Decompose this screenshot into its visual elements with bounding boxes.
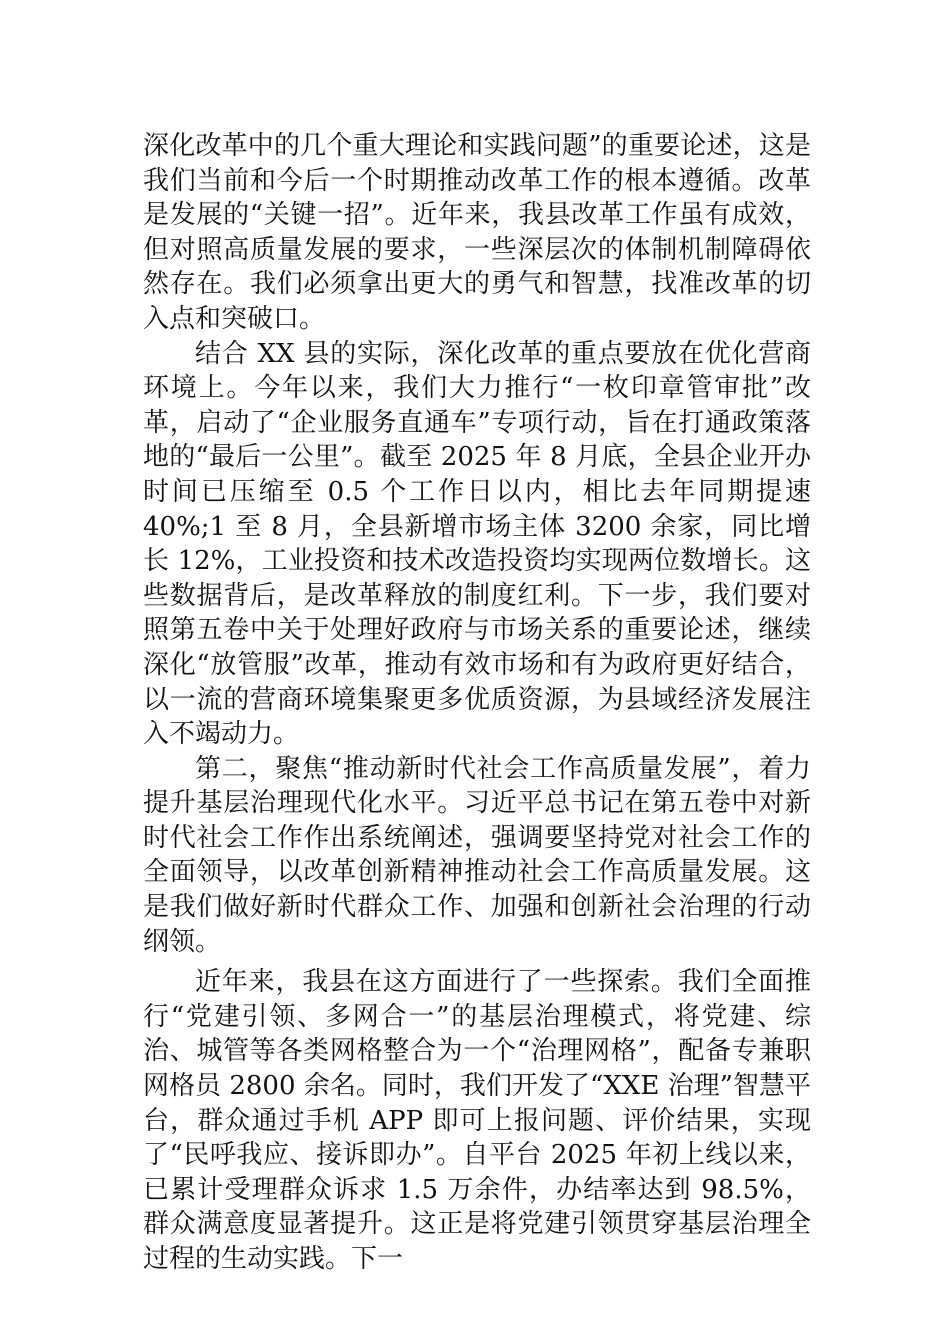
paragraph-grassroots-governance: 近年来，我县在这方面进行了一些探索。我们全面推行“党建引领、多网合一”的基层治理模式，将党建、综治、城管等各类网格整合为一个“治理网格”，配备专兼职网格员 2800 余名。同时，我们开发了“XXE 治理”智慧平台，群众通过手机 APP 即可上报问题、评价结果，实现了“民呼我应、接诉即办”。自平台 2025 年初上线以来，已累计受理群众诉求 1.5 万余件，办结率达到 98.5%，群众满意度显著提升。这正是将党建引领贯穿基层治理全过程的生动实践。下一 bbox=[143, 967, 811, 1274]
paragraph-reform-guidance: 深化改革中的几个重大理论和实践问题”的重要论述，这是我们当前和今后一个时期推动改革工作的根本遵循。改革是发展的“关键一招”。近年来，我县改革工作虽有成效，但对照高质量发展的要求，一些深层次的体制机制障碍依然存在。我们必须拿出更大的勇气和智慧，找准改革的切入点和突破口。 bbox=[143, 131, 811, 334]
paragraph-business-environment: 结合 XX 县的实际，深化改革的重点要放在优化营商环境上。今年以来，我们大力推行“一枚印章管审批”改革，启动了“企业服务直通车”专项行动，旨在打通政策落地的“最后一公里”。截至 2025 年 8 月底，全县企业开办时间已压缩至 0.5 个工作日以内，相比去年同期提速 40%;1 至 8 月，全县新增市场主体 3200 余家，同比增长 12%，工业投资和技术改造投资均实现两位数增长。这些数据背后，是改革释放的制度红利。下一步，我们要对照第五卷中关于处理好政府与市场关系的重要论述，继续深化“放管服”改革，推动有效市场和有为政府更好结合，以一流的营商环境集聚更多优质资源，为县域经济发展注入不竭动力。 bbox=[143, 338, 811, 750]
document-body bbox=[143, 129, 811, 1277]
paragraph-social-work: 第二，聚焦“推动新时代社会工作高质量发展”，着力提升基层治理现代化水平。习近平总书记在第五卷中对新时代社会工作作出系统阐述，强调要坚持党对社会工作的全面领导，以改革创新精神推动社会工作高质量发展。这是我们做好新时代群众工作、加强和创新社会治理的行动纲领。 bbox=[143, 753, 811, 957]
